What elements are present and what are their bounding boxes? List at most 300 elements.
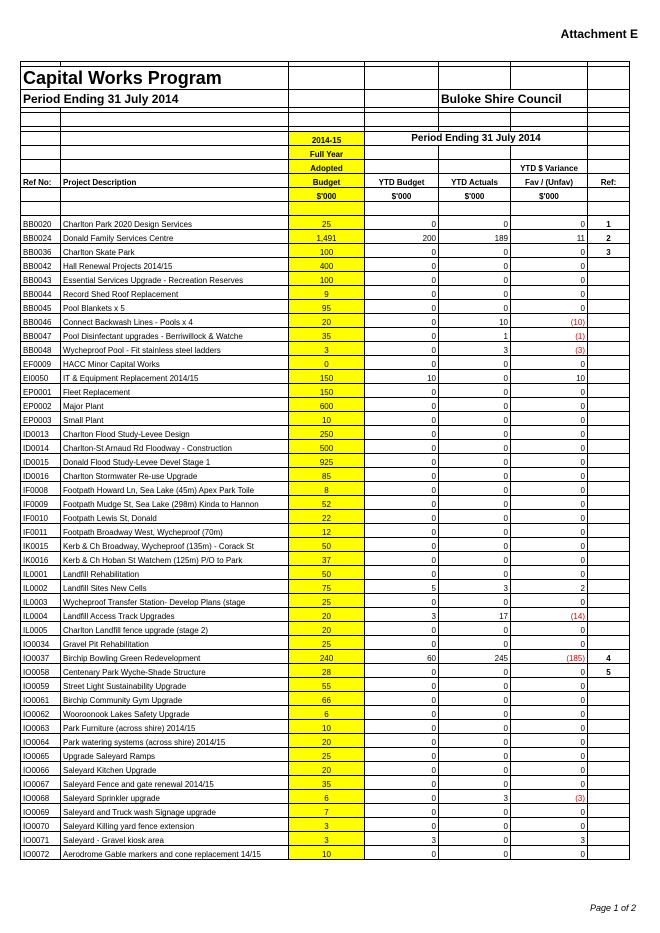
- row-variance: 0: [511, 748, 588, 762]
- row-ytd-budget: 0: [365, 482, 439, 496]
- row-description: Record Shed Roof Replacement: [61, 286, 289, 300]
- table-row: [21, 314, 630, 328]
- row-budget: 50: [289, 566, 365, 580]
- table-row: [21, 650, 630, 664]
- row-ytd-budget: 0: [365, 216, 439, 230]
- table-row: [21, 370, 630, 384]
- table-row: [21, 454, 630, 468]
- row-ref-no: IL0002: [21, 580, 61, 594]
- row-ytd-actual: 17: [439, 608, 511, 622]
- row-description: Charlton Park 2020 Design Services: [61, 216, 289, 230]
- row-ref-no: IF0011: [21, 524, 61, 538]
- row-ytd-budget: 0: [365, 398, 439, 412]
- row-description: Hall Renewal Projects 2014/15: [61, 258, 289, 272]
- row-description: Donald Family Services Centre: [61, 230, 289, 244]
- row-variance: 0: [511, 286, 588, 300]
- table-row: [21, 748, 630, 762]
- row-ref: [588, 342, 630, 356]
- table-row: [21, 734, 630, 748]
- table-row: [21, 846, 630, 860]
- row-variance: 0: [511, 300, 588, 314]
- row-ytd-budget: 0: [365, 440, 439, 454]
- row-variance: 0: [511, 440, 588, 454]
- row-ref: [588, 258, 630, 272]
- row-ref-no: IO0037: [21, 650, 61, 664]
- row-description: Kerb & Ch Broadway, Wycheproof (135m) - Corack St: [61, 538, 289, 552]
- row-ref: [588, 412, 630, 426]
- row-ytd-actual: 0: [439, 622, 511, 636]
- row-ytd-actual: 3: [439, 342, 511, 356]
- budget-header-line4: Budget: [289, 174, 365, 188]
- row-budget: 10: [289, 846, 365, 860]
- row-ref-no: EP0003: [21, 412, 61, 426]
- row-ref: [588, 328, 630, 342]
- row-variance: 0: [511, 818, 588, 832]
- row-variance: 0: [511, 720, 588, 734]
- table-row: [21, 720, 630, 734]
- row-ref-no: IO0071: [21, 832, 61, 846]
- row-ytd-budget: 3: [365, 832, 439, 846]
- row-ytd-actual: 0: [439, 272, 511, 286]
- row-ytd-actual: 0: [439, 440, 511, 454]
- row-ytd-actual: 0: [439, 412, 511, 426]
- row-ref-no: IO0064: [21, 734, 61, 748]
- row-ref-no: IO0069: [21, 804, 61, 818]
- row-ytd-budget: 0: [365, 748, 439, 762]
- row-ref-no: IO0070: [21, 818, 61, 832]
- row-ytd-budget: 60: [365, 650, 439, 664]
- row-ytd-actual: 245: [439, 650, 511, 664]
- row-variance: 0: [511, 510, 588, 524]
- row-variance: 0: [511, 482, 588, 496]
- period-label: Period Ending 31 July 2014: [21, 90, 289, 108]
- row-ytd-actual: 0: [439, 706, 511, 720]
- row-budget: 6: [289, 706, 365, 720]
- row-description: IT & Equipment Replacement 2014/15: [61, 370, 289, 384]
- row-description: Landfill Sites New Cells: [61, 580, 289, 594]
- attachment-label: Attachment E: [560, 27, 638, 41]
- row-budget: 3: [289, 832, 365, 846]
- row-ref-no: IO0061: [21, 692, 61, 706]
- row-ytd-budget: 0: [365, 664, 439, 678]
- row-description: Connect Backwash Lines - Pools x 4: [61, 314, 289, 328]
- ref-no-header: Ref No:: [21, 174, 61, 188]
- row-variance: 0: [511, 524, 588, 538]
- row-variance: 0: [511, 216, 588, 230]
- row-budget: 400: [289, 258, 365, 272]
- row-budget: 9: [289, 286, 365, 300]
- row-ref: [588, 468, 630, 482]
- table-row: [21, 594, 630, 608]
- row-description: Small Plant: [61, 412, 289, 426]
- row-ytd-budget: 0: [365, 776, 439, 790]
- row-description: Pool Blankets x 5: [61, 300, 289, 314]
- row-ref-no: IL0001: [21, 566, 61, 580]
- row-budget: 100: [289, 272, 365, 286]
- row-ref-no: IF0009: [21, 496, 61, 510]
- row-ytd-budget: 0: [365, 636, 439, 650]
- row-variance: 0: [511, 244, 588, 258]
- row-ytd-budget: 0: [365, 328, 439, 342]
- row-ref-no: IO0059: [21, 678, 61, 692]
- row-budget: 25: [289, 216, 365, 230]
- row-ref: [588, 510, 630, 524]
- row-description: Centenary Park Wyche-Shade Structure: [61, 664, 289, 678]
- table-row: [21, 482, 630, 496]
- row-budget: 100: [289, 244, 365, 258]
- row-ref-no: BB0024: [21, 230, 61, 244]
- row-ytd-actual: 0: [439, 776, 511, 790]
- row-variance: (3): [511, 790, 588, 804]
- row-ref: [588, 720, 630, 734]
- row-ytd-budget: 0: [365, 468, 439, 482]
- row-ytd-budget: 0: [365, 384, 439, 398]
- row-ref: [588, 524, 630, 538]
- row-variance: 0: [511, 846, 588, 860]
- row-ytd-budget: 0: [365, 286, 439, 300]
- table-row: [21, 776, 630, 790]
- table-row: [21, 580, 630, 594]
- row-ytd-actual: 0: [439, 370, 511, 384]
- row-variance: 0: [511, 664, 588, 678]
- table-row: [21, 496, 630, 510]
- row-ref-no: IO0062: [21, 706, 61, 720]
- capital-works-table: [20, 61, 630, 860]
- table-row: [21, 216, 630, 230]
- row-variance: 0: [511, 426, 588, 440]
- row-description: Landfill Rehabilitation: [61, 566, 289, 580]
- row-budget: 20: [289, 314, 365, 328]
- table-row: [21, 384, 630, 398]
- row-ref-no: IO0068: [21, 790, 61, 804]
- row-ytd-actual: 0: [439, 818, 511, 832]
- row-description: HACC Minor Capital Works: [61, 356, 289, 370]
- council-name: Buloke Shire Council: [439, 90, 588, 108]
- row-variance: 0: [511, 398, 588, 412]
- budget-unit: $'000: [289, 188, 365, 202]
- row-budget: 8: [289, 482, 365, 496]
- row-budget: 50: [289, 538, 365, 552]
- row-description: Essential Services Upgrade - Recreation Reserves: [61, 272, 289, 286]
- row-description: Charlton Stormwater Re-use Upgrade: [61, 468, 289, 482]
- ytd-actuals-header: YTD Actuals: [439, 174, 511, 188]
- table-row: [21, 622, 630, 636]
- row-ref: 3: [588, 244, 630, 258]
- row-ytd-budget: 0: [365, 804, 439, 818]
- row-description: Kerb & Ch Hoban St Watchem (125m) P/O to Park: [61, 552, 289, 566]
- row-ytd-budget: 0: [365, 258, 439, 272]
- row-budget: 3: [289, 818, 365, 832]
- row-description: Saleyard Killing yard fence extension: [61, 818, 289, 832]
- row-description: Park Furniture (across shire) 2014/15: [61, 720, 289, 734]
- table-row: [21, 412, 630, 426]
- row-budget: 20: [289, 734, 365, 748]
- row-budget: 7: [289, 804, 365, 818]
- row-budget: 20: [289, 622, 365, 636]
- row-ref: [588, 566, 630, 580]
- table-row: [21, 692, 630, 706]
- row-description: Birchip Community Gym Upgrade: [61, 692, 289, 706]
- row-ytd-actual: 0: [439, 258, 511, 272]
- table-row: [21, 342, 630, 356]
- row-ref: [588, 804, 630, 818]
- variance-header-line2: Fav / (Unfav): [511, 174, 588, 188]
- row-ref: [588, 286, 630, 300]
- row-ytd-actual: 0: [439, 594, 511, 608]
- row-ref: [588, 706, 630, 720]
- row-budget: 3: [289, 342, 365, 356]
- row-ref-no: IL0003: [21, 594, 61, 608]
- row-ref-no: IF0010: [21, 510, 61, 524]
- row-ref-no: EI0050: [21, 370, 61, 384]
- row-ytd-budget: 0: [365, 720, 439, 734]
- row-variance: 2: [511, 580, 588, 594]
- row-description: Footpath Mudge St, Sea Lake (298m) Kinda to Hannon: [61, 496, 289, 510]
- table-row: [21, 258, 630, 272]
- row-ytd-actual: 0: [439, 426, 511, 440]
- row-ref: [588, 300, 630, 314]
- row-ref: [588, 356, 630, 370]
- row-ref-no: ID0013: [21, 426, 61, 440]
- row-ytd-actual: 10: [439, 314, 511, 328]
- row-variance: 0: [511, 594, 588, 608]
- table-row: [21, 608, 630, 622]
- row-budget: 22: [289, 510, 365, 524]
- row-variance: 0: [511, 776, 588, 790]
- row-ytd-budget: 0: [365, 762, 439, 776]
- row-ytd-actual: 0: [439, 636, 511, 650]
- row-ref: [588, 580, 630, 594]
- row-ytd-budget: 200: [365, 230, 439, 244]
- row-ytd-actual: 0: [439, 552, 511, 566]
- table-row: [21, 356, 630, 370]
- row-ytd-actual: 0: [439, 762, 511, 776]
- row-ytd-budget: 0: [365, 356, 439, 370]
- row-ref: [588, 552, 630, 566]
- row-ref-no: IO0065: [21, 748, 61, 762]
- row-budget: 52: [289, 496, 365, 510]
- row-budget: 600: [289, 398, 365, 412]
- row-ytd-budget: 0: [365, 818, 439, 832]
- row-ytd-actual: 0: [439, 678, 511, 692]
- row-ref: [588, 818, 630, 832]
- row-ytd-budget: 0: [365, 300, 439, 314]
- row-ref-no: EP0002: [21, 398, 61, 412]
- table-row: [21, 230, 630, 244]
- row-description: Aerodrome Gable markers and cone replacement 14/15: [61, 846, 289, 860]
- table-row: [21, 538, 630, 552]
- row-ref-no: ID0015: [21, 454, 61, 468]
- variance-unit: $'000: [511, 188, 588, 202]
- row-variance: 0: [511, 706, 588, 720]
- row-ytd-budget: 0: [365, 594, 439, 608]
- row-ref: [588, 440, 630, 454]
- row-budget: 500: [289, 440, 365, 454]
- page-title: Capital Works Program: [21, 67, 289, 90]
- table-row: [21, 804, 630, 818]
- row-ref-no: BB0046: [21, 314, 61, 328]
- table-row: [21, 664, 630, 678]
- row-ytd-budget: 0: [365, 706, 439, 720]
- row-variance: 0: [511, 636, 588, 650]
- row-ytd-actual: 0: [439, 510, 511, 524]
- row-budget: 20: [289, 762, 365, 776]
- row-description: Footpath Howard Ln, Sea Lake (45m) Apex Park Toile: [61, 482, 289, 496]
- row-ytd-actual: 0: [439, 748, 511, 762]
- row-ref-no: IK0016: [21, 552, 61, 566]
- row-ytd-actual: 0: [439, 524, 511, 538]
- row-ref: 2: [588, 230, 630, 244]
- row-ytd-actual: 0: [439, 384, 511, 398]
- row-budget: 66: [289, 692, 365, 706]
- row-description: Pool Disinfectant upgrades - Berriwillock & Watche: [61, 328, 289, 342]
- ytd-actuals-unit: $'000: [439, 188, 511, 202]
- table-row: [21, 832, 630, 846]
- row-description: Saleyard Sprinkler upgrade: [61, 790, 289, 804]
- row-ytd-budget: 0: [365, 496, 439, 510]
- row-description: Footpath Lewis St, Donald: [61, 510, 289, 524]
- row-variance: 0: [511, 552, 588, 566]
- table-row: [21, 762, 630, 776]
- table-row: [21, 244, 630, 258]
- row-description: Wycheproof Pool - Fit stainless steel ladders: [61, 342, 289, 356]
- row-ytd-budget: 0: [365, 454, 439, 468]
- row-budget: 240: [289, 650, 365, 664]
- row-budget: 28: [289, 664, 365, 678]
- row-ytd-budget: 10: [365, 370, 439, 384]
- page-footer: Page 1 of 2: [589, 903, 636, 913]
- row-ref: [588, 636, 630, 650]
- row-ytd-actual: 0: [439, 664, 511, 678]
- row-budget: 25: [289, 594, 365, 608]
- row-description: Upgrade Saleyard Ramps: [61, 748, 289, 762]
- row-description: Landfill Access Track Upgrades: [61, 608, 289, 622]
- budget-header-line3: Adopted: [289, 160, 365, 174]
- row-variance: (14): [511, 608, 588, 622]
- row-variance: (3): [511, 342, 588, 356]
- row-ref: [588, 538, 630, 552]
- row-ref: [588, 370, 630, 384]
- row-variance: 0: [511, 622, 588, 636]
- row-ytd-budget: 0: [365, 426, 439, 440]
- row-ytd-actual: 0: [439, 482, 511, 496]
- ytd-budget-header: YTD Budget: [365, 174, 439, 188]
- row-description: Wycheproof Transfer Station- Develop Plans (stage: [61, 594, 289, 608]
- row-ytd-budget: 0: [365, 790, 439, 804]
- row-budget: 10: [289, 412, 365, 426]
- row-ref-no: ID0014: [21, 440, 61, 454]
- row-ref: [588, 692, 630, 706]
- table-row: [21, 286, 630, 300]
- table-row: [21, 566, 630, 580]
- table-row: [21, 300, 630, 314]
- row-ytd-actual: 0: [439, 496, 511, 510]
- row-ytd-actual: 0: [439, 216, 511, 230]
- row-ytd-budget: 0: [365, 510, 439, 524]
- row-ref-no: BB0020: [21, 216, 61, 230]
- row-budget: 0: [289, 356, 365, 370]
- row-ytd-actual: 0: [439, 692, 511, 706]
- row-variance: 0: [511, 678, 588, 692]
- row-variance: 0: [511, 734, 588, 748]
- table-row: [21, 468, 630, 482]
- row-budget: 6: [289, 790, 365, 804]
- row-ref: [588, 748, 630, 762]
- row-description: Charlton Landfill fence upgrade (stage 2): [61, 622, 289, 636]
- row-ref-no: IF0008: [21, 482, 61, 496]
- row-budget: 35: [289, 776, 365, 790]
- row-variance: 0: [511, 468, 588, 482]
- table-row: [21, 440, 630, 454]
- row-ref: 5: [588, 664, 630, 678]
- row-description: Saleyard Fence and gate renewal 2014/15: [61, 776, 289, 790]
- row-ref: [588, 608, 630, 622]
- row-ref-no: EF0009: [21, 356, 61, 370]
- row-budget: 25: [289, 636, 365, 650]
- table-row: [21, 636, 630, 650]
- row-description: Street Light Sustainability Upgrade: [61, 678, 289, 692]
- table-row: [21, 426, 630, 440]
- row-ref-no: BB0047: [21, 328, 61, 342]
- table-row: [21, 510, 630, 524]
- row-variance: 0: [511, 762, 588, 776]
- table-row: [21, 524, 630, 538]
- row-ref: [588, 426, 630, 440]
- row-ref-no: IL0004: [21, 608, 61, 622]
- row-ref: [588, 496, 630, 510]
- row-variance: (1): [511, 328, 588, 342]
- ref-header: Ref:: [588, 174, 630, 188]
- row-ref-no: IO0066: [21, 762, 61, 776]
- row-ytd-actual: 0: [439, 286, 511, 300]
- row-ytd-actual: 0: [439, 832, 511, 846]
- row-variance: 0: [511, 454, 588, 468]
- row-ytd-actual: 189: [439, 230, 511, 244]
- row-ytd-budget: 0: [365, 566, 439, 580]
- row-ytd-actual: 0: [439, 734, 511, 748]
- row-ref-no: BB0036: [21, 244, 61, 258]
- row-ytd-budget: 0: [365, 678, 439, 692]
- table-row: [21, 818, 630, 832]
- row-description: Major Plant: [61, 398, 289, 412]
- row-ytd-budget: 0: [365, 552, 439, 566]
- row-ytd-actual: 0: [439, 356, 511, 370]
- row-description: Saleyard and Truck wash Signage upgrade: [61, 804, 289, 818]
- table-row: [21, 398, 630, 412]
- row-ref-no: BB0042: [21, 258, 61, 272]
- row-ref: [588, 776, 630, 790]
- row-variance: (10): [511, 314, 588, 328]
- table-row: [21, 706, 630, 720]
- variance-header-line1: YTD $ Variance: [511, 160, 588, 174]
- row-variance: 10: [511, 370, 588, 384]
- row-ref: [588, 846, 630, 860]
- row-budget: 150: [289, 384, 365, 398]
- row-variance: 0: [511, 356, 588, 370]
- row-ytd-actual: 0: [439, 720, 511, 734]
- row-variance: 0: [511, 566, 588, 580]
- row-ytd-actual: 3: [439, 790, 511, 804]
- row-ref-no: BB0044: [21, 286, 61, 300]
- budget-header-line1: 2014-15: [289, 132, 365, 146]
- row-budget: 35: [289, 328, 365, 342]
- row-ytd-actual: 0: [439, 398, 511, 412]
- row-ytd-actual: 0: [439, 468, 511, 482]
- row-ytd-budget: 3: [365, 608, 439, 622]
- row-variance: 0: [511, 272, 588, 286]
- row-ref: [588, 272, 630, 286]
- row-budget: 85: [289, 468, 365, 482]
